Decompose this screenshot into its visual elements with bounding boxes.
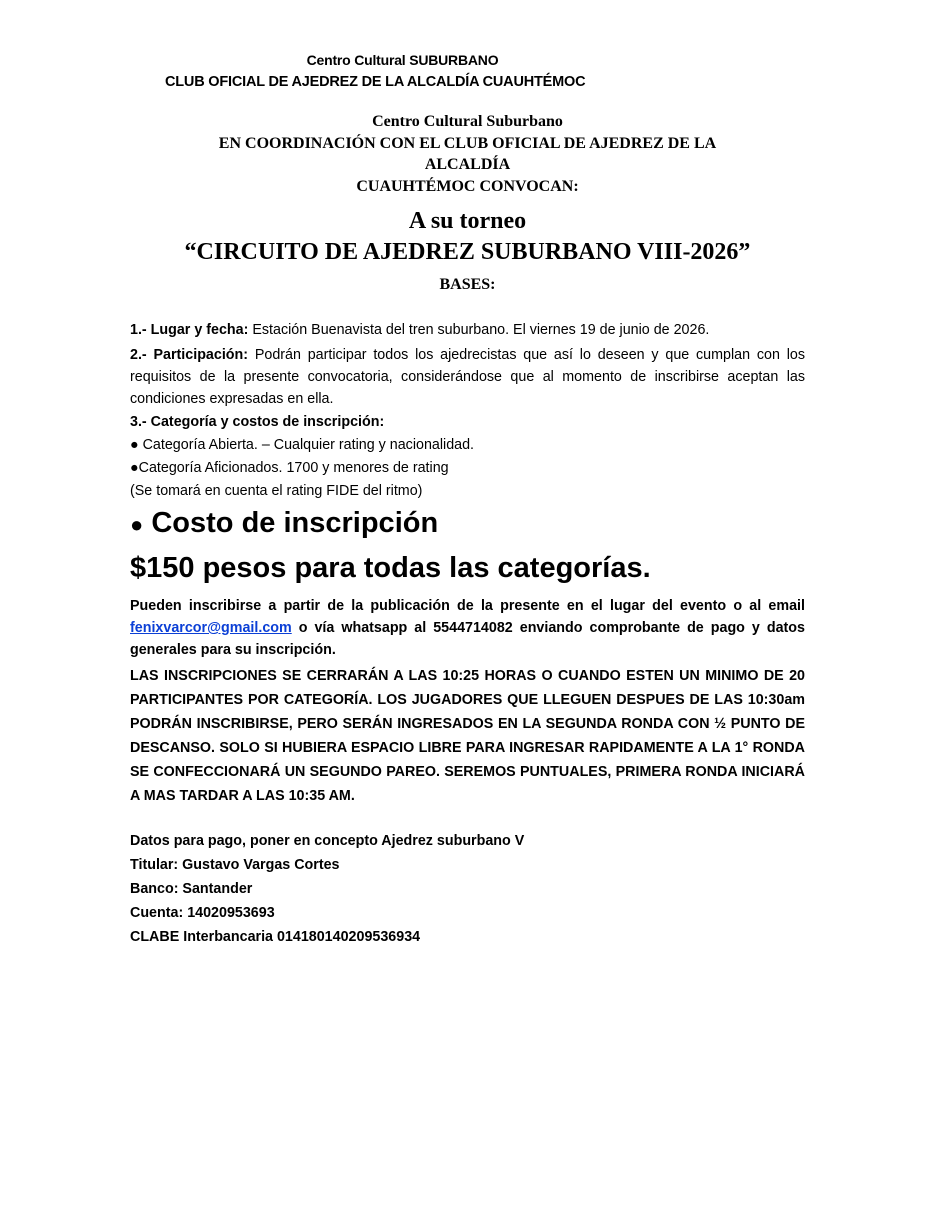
tournament-title: “CIRCUITO DE AJEDREZ SUBURBANO VIII-2026” [184,239,751,265]
section-participacion [130,344,805,410]
section-categoria [130,411,805,502]
cost-heading [130,507,438,540]
cost-amount: $150 pesos para todas las categorías. [130,552,651,584]
payment-concept: Datos para pago, poner en concepto Ajedrez suburbano V [130,833,525,849]
categoria-label: 3.- Categoría y costos de inscripción: [130,414,385,430]
inscription-text-cont: o vía whatsapp al 5544714082 enviando comprobante de pago y datos generales para su inscripción. [130,620,805,658]
convocatoria-line: ALCALDÍA [424,156,511,173]
convocatoria-block [160,111,775,197]
lugar-label: 1.- Lugar y fecha: [130,322,249,338]
convocatoria-line: CUAUHTÉMOC CONVOCAN: [356,177,579,195]
email-link[interactable]: fenixvarcor@gmail.com [130,620,292,636]
section-lugar [130,319,805,341]
payment-details [130,829,805,949]
title-intro: A su torneo [408,208,527,234]
bases-heading: BASES: [439,276,496,293]
inscription-info [130,595,805,661]
payment-clabe: CLABE Interbancaria 014180140209536934 [130,929,421,945]
category-amateur: ●Categoría Aficionados. 1700 y menores de rating [130,460,449,476]
rating-note: (Se tomará en cuenta el rating FIDE del ritmo) [130,483,423,499]
inscription-text: Pueden inscribirse a partir de la publicación de la presente en el lugar del evento o al email [130,598,805,614]
payment-bank: Banco: Santander [130,881,253,897]
participacion-text: Podrán participar todos los ajedrecistas que así lo deseen y que cumplan con los requisitos de la presente convocatoria, considerándose que al momento de inscribirse aceptan las condiciones expresadas en ella. [130,347,805,407]
payment-account: Cuenta: 14020953693 [130,905,275,921]
header-title: Centro Cultural SUBURBANO [306,52,499,68]
header-subtitle: CLUB OFICIAL DE AJEDREZ DE LA ALCALDÍA CUAUHTÉMOC [165,74,586,90]
participacion-label: 2.- Participación: [130,347,249,363]
lugar-text: Estación Buenavista del tren suburbano. El viernes 19 de junio de 2026. [248,322,710,338]
payment-holder: Titular: Gustavo Vargas Cortes [130,857,340,873]
convocatoria-line: EN COORDINACIÓN CON EL CLUB OFICIAL DE AJEDREZ DE LA [218,134,717,152]
convocatoria-line: Centro Cultural Suburbano [372,113,563,130]
category-open: ● Categoría Abierta. – Cualquier rating y nacionalidad. [130,437,475,453]
cost-heading-text: Costo de inscripción [151,507,439,539]
bullet-icon: ● [130,512,144,537]
inscription-notice: LAS INSCRIPCIONES SE CERRARÁN A LAS 10:25 HORAS O CUANDO ESTEN UN MINIMO DE 20 PARTICIPANTES POR CATEGORÍA. LOS JUGADORES QUE LLEGUEN DESPUES DE LAS 10:30am PODRÁN INSCRIBIRSE, PERO SERÁN INGRESADOS EN LA SEGUNDA RONDA CON ½ PUNTO DE DESCANSO. SOLO SI HUBIERA ESPACIO LIBRE PARA INGRESAR RAPIDAMENTE A LA 1° RONDA SE CONFECCIONARÁ UN SEGUNDO PAREO. SEREMOS PUNTUALES, PRIMERA RONDA INICIARÁ A MAS TARDAR A LAS 10:35 AM. [130,668,805,804]
